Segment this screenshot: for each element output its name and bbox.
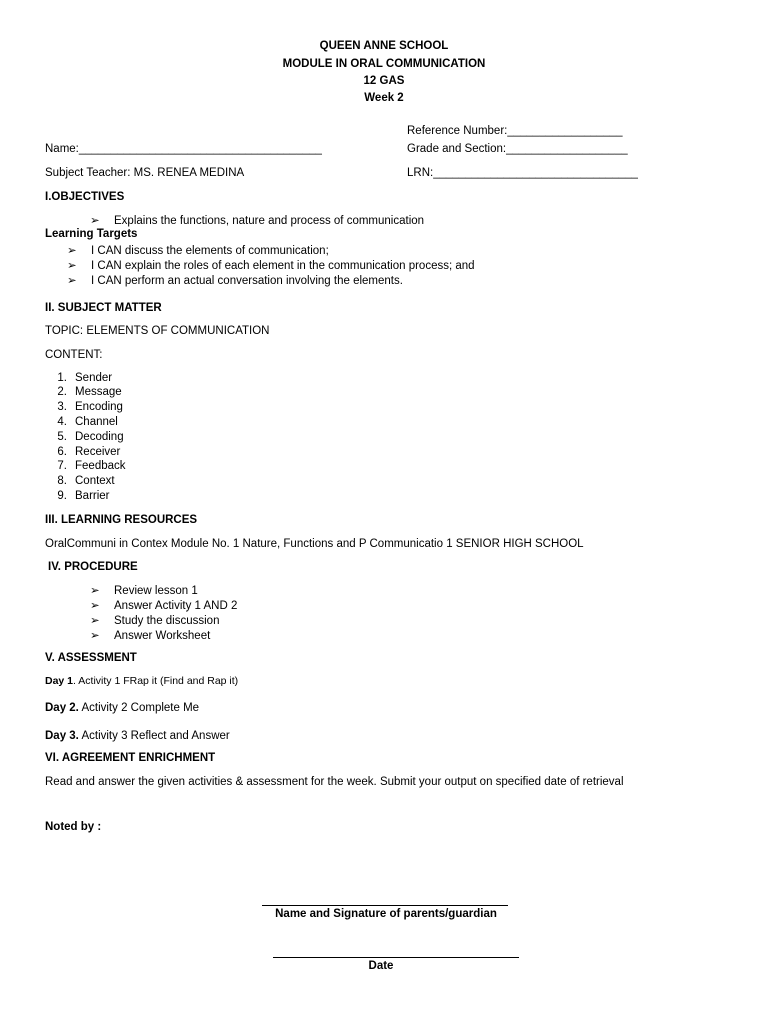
content-number: 6.	[57, 446, 67, 458]
procedure-item	[90, 628, 210, 642]
content-number: 4.	[57, 416, 67, 428]
content-text: Context	[75, 475, 115, 487]
arrow-bullet-icon: ➢	[67, 275, 77, 287]
day-activity: Activity 3 Reflect and Answer	[78, 730, 230, 742]
subject-matter-heading: II. SUBJECT MATTER	[45, 302, 162, 314]
content-item	[45, 460, 126, 472]
arrow-bullet-icon: ➢	[90, 600, 100, 612]
procedure-heading: IV. PROCEDURE	[48, 561, 138, 573]
content-text: Message	[75, 386, 122, 398]
procedure-text: Answer Worksheet	[114, 630, 211, 642]
learning-resources-heading: III. LEARNING RESOURCES	[45, 514, 198, 526]
content-number: 7.	[57, 460, 67, 472]
school-name: QUEEN ANNE SCHOOL	[319, 40, 449, 52]
content-item	[45, 416, 118, 428]
learning-target-item	[67, 258, 475, 272]
procedure-text: Review lesson 1	[114, 585, 198, 597]
content-label: CONTENT:	[45, 349, 103, 361]
date-line	[273, 957, 519, 958]
content-number: 3.	[57, 401, 67, 413]
learning-targets-label: Learning Targets	[45, 228, 138, 240]
content-item	[45, 490, 110, 502]
grade-section-field: Grade and Section:___________________	[407, 143, 628, 155]
enrichment-heading: VI. AGREEMENT ENRICHMENT	[45, 752, 216, 764]
content-text: Encoding	[75, 401, 123, 413]
learning-target-item	[67, 243, 329, 257]
arrow-bullet-icon: ➢	[90, 215, 100, 227]
procedure-text: Study the discussion	[114, 615, 220, 627]
content-text: Decoding	[75, 431, 124, 443]
day-label: Day 2.	[45, 702, 79, 714]
learning-target-item	[67, 273, 403, 287]
date-label: Date	[368, 960, 394, 972]
learning-target-text: I CAN discuss the elements of communication;	[91, 245, 329, 257]
topic-line: TOPIC: ELEMENTS OF COMMUNICATION	[45, 325, 270, 337]
assessment-day	[45, 675, 238, 687]
content-number: 1.	[57, 372, 67, 384]
arrow-bullet-icon: ➢	[90, 630, 100, 642]
content-item	[45, 446, 120, 458]
content-text: Receiver	[75, 446, 121, 458]
learning-target-text: I CAN perform an actual conversation involving the elements.	[91, 275, 403, 287]
objective-text: Explains the functions, nature and process of communication	[114, 215, 425, 227]
arrow-bullet-icon: ➢	[90, 615, 100, 627]
week-label: Week 2	[364, 92, 404, 104]
content-number: 5.	[57, 431, 67, 443]
lrn-field: LRN:________________________________	[407, 167, 638, 179]
content-text: Sender	[75, 372, 113, 384]
content-item	[45, 475, 115, 487]
content-number: 8.	[57, 475, 67, 487]
learning-target-text: I CAN explain the roles of each element in the communication process; and	[91, 260, 475, 272]
content-item	[45, 372, 112, 384]
subject-teacher: Subject Teacher: MS. RENEA MEDINA	[45, 167, 245, 179]
assessment-day	[45, 702, 199, 714]
content-text: Feedback	[75, 460, 126, 472]
assessment-day	[45, 730, 230, 742]
day-label: Day 3.	[45, 730, 79, 742]
content-item	[45, 401, 123, 413]
parent-signature-line	[262, 905, 508, 906]
procedure-item	[90, 598, 237, 612]
content-number: 2.	[57, 386, 67, 398]
noted-by-label: Noted by :	[45, 821, 102, 833]
procedure-item	[90, 613, 219, 627]
content-number: 9.	[57, 490, 67, 502]
arrow-bullet-icon: ➢	[67, 260, 77, 272]
parent-signature-label: Name and Signature of parents/guardian	[275, 908, 497, 920]
day-label: Day 1	[45, 675, 74, 687]
procedure-item	[90, 583, 198, 597]
procedure-text: Answer Activity 1 AND 2	[114, 600, 238, 612]
content-item	[45, 386, 122, 398]
content-item	[45, 431, 124, 443]
reference-number-field: Reference Number:__________________	[407, 125, 623, 137]
objective-item	[90, 213, 424, 227]
content-text: Channel	[75, 416, 118, 428]
arrow-bullet-icon: ➢	[67, 245, 77, 257]
day-activity: . Activity 1 FRap it (Find and Rap it)	[73, 675, 239, 687]
content-text: Barrier	[75, 490, 110, 502]
objectives-heading: I.OBJECTIVES	[45, 191, 125, 203]
name-field: Name:______________________________________	[45, 143, 322, 155]
module-title: MODULE IN ORAL COMMUNICATION	[282, 58, 486, 70]
enrichment-text: Read and answer the given activities & assessment for the week. Submit your output on specified date of retrieval	[45, 776, 624, 788]
arrow-bullet-icon: ➢	[90, 585, 100, 597]
assessment-heading: V. ASSESSMENT	[45, 652, 137, 664]
day-activity: Activity 2 Complete Me	[78, 702, 200, 714]
learning-resources-text: OralCommuni in Contex Module No. 1 Nature, Functions and P Communicatio 1 SENIOR HIGH SCHOOL	[45, 538, 584, 550]
grade-level: 12 GAS	[363, 75, 405, 87]
